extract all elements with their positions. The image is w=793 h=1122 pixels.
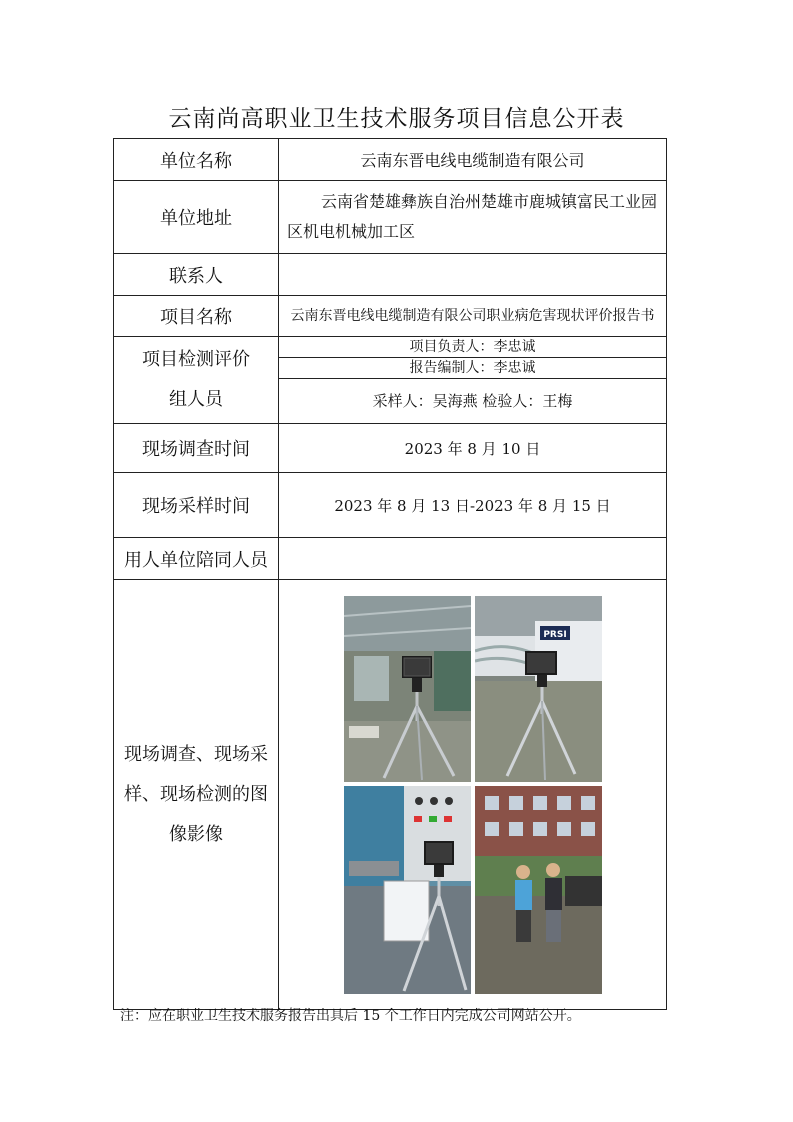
survey-time-value: 2023 年 8 月 10 日 [279, 424, 667, 473]
sampling-time-label: 现场采样时间 [114, 473, 279, 538]
unit-address-value: 云南省楚雄彝族自治州楚雄市鹿城镇富民工业园区机电机械加工区 [287, 192, 658, 241]
images-label-line1: 现场调查、现场采 [124, 743, 268, 765]
unit-name-label: 单位名称 [114, 139, 279, 181]
team-cell [279, 337, 667, 424]
row-project-name [114, 296, 667, 337]
team-label-line1: 项目检测评价 [142, 349, 250, 370]
sampling-time-value: 2023 年 8 月 13 日-2023 年 8 月 15 日 [279, 473, 667, 538]
photo-workshop-1 [344, 596, 471, 782]
team-samplers: 采样人：吴海燕 检验人：王梅 [372, 392, 573, 410]
row-unit-name [114, 139, 667, 181]
survey-time-label: 现场调查时间 [114, 424, 279, 473]
info-table [113, 138, 667, 1010]
unit-address-label: 单位地址 [114, 181, 279, 254]
footnote: 注：应在职业卫生技术服务报告出具后 15 个工作日内完成公司网站公开。 [120, 1008, 581, 1024]
row-sampling-time [114, 473, 667, 538]
project-name-label: 项目名称 [114, 296, 279, 337]
team-author: 报告编制人：李忠诚 [279, 358, 666, 379]
photo-equipment [344, 786, 471, 994]
team-label-line2: 组人员 [169, 389, 223, 410]
images-label-line2: 样、现场检测的图 [124, 783, 268, 805]
images-label-line3: 像影像 [169, 823, 223, 845]
unit-address-cell [279, 181, 667, 254]
photo-workshop-2 [475, 596, 602, 782]
photo-sign-text: PRSI [542, 629, 567, 640]
row-images [114, 580, 667, 1010]
row-contact [114, 254, 667, 296]
row-unit-address [114, 181, 667, 254]
page-title: 云南尚高职业卫生技术服务项目信息公开表 [168, 106, 625, 132]
team-leader: 项目负责人：李忠诚 [279, 337, 666, 358]
row-survey-time [114, 424, 667, 473]
photo-grid [344, 596, 602, 994]
unit-name-value: 云南东晋电线电缆制造有限公司 [279, 139, 667, 181]
row-escort [114, 538, 667, 580]
photo-staff [475, 786, 602, 994]
images-label [114, 580, 279, 1010]
escort-label: 用人单位陪同人员 [114, 538, 279, 580]
project-name-value: 云南东晋电线电缆制造有限公司职业病危害现状评价报告书 [279, 296, 667, 337]
contact-value [279, 254, 667, 296]
row-team [114, 337, 667, 424]
contact-label: 联系人 [114, 254, 279, 296]
images-cell [279, 580, 667, 1010]
escort-value [279, 538, 667, 580]
team-label [114, 337, 279, 424]
